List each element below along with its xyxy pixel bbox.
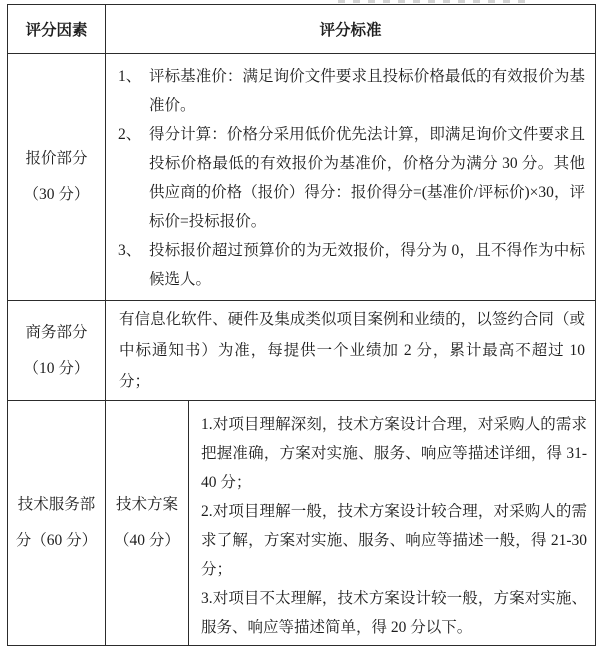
table-row-technical	[8, 401, 595, 645]
technical-criteria-cell	[189, 401, 595, 645]
business-factor-cell	[8, 301, 106, 400]
quote-factor-cell	[8, 54, 106, 300]
technical-sub-line1: 技术方案	[115, 496, 178, 513]
item-number: 3、	[118, 242, 142, 259]
list-item	[118, 120, 585, 236]
quote-factor-line1: 报价部分	[25, 150, 88, 167]
header-factor-label: 评分因素	[25, 22, 88, 39]
header-cell-criteria	[106, 5, 595, 53]
evaluation-criteria-table	[7, 4, 596, 646]
table-row-business	[8, 301, 595, 401]
list-item	[118, 62, 585, 120]
technical-factor-line1: 技术服务部	[17, 496, 96, 513]
item-text: 3.对项目不太理解，技术方案设计较一般，方案对实施、服务、响应等描述简单，得 20 分以下。	[201, 590, 587, 636]
item-number: 1、	[118, 68, 142, 85]
table-row-quote	[8, 54, 595, 301]
business-criteria-text: 有信息化软件、硬件及集成类似项目案例和业绩的，以签约合同（或中标通知书）为准，每提供一个业绩加 2 分，累计最高不超过 10 分；	[119, 311, 585, 390]
item-text: 2.对项目理解一般，技术方案设计较合理，对采购人的需求了解，方案对实施、服务、响应等描述一般，得 21-30 分；	[201, 503, 587, 578]
table-header-row	[8, 5, 595, 54]
business-factor-line2: （10 分）	[23, 359, 90, 377]
item-text: 得分计算：价格分采用低价优先法计算，即满足询价文件要求且投标价格最低的有效报价为基准价，价格分为满分 30 分。其他供应商的价格（报价）得分：报价得分=(基准价/评标价)×30，评标价=投标报价。	[149, 126, 585, 230]
quote-factor-line2: （30 分）	[23, 186, 90, 203]
business-criteria-cell	[106, 301, 595, 400]
technical-sub-line2: （40 分）	[114, 532, 180, 549]
header-cell-factor	[8, 5, 106, 53]
item-text: 投标报价超过预算价的为无效报价，得分为 0，且不得作为中标候选人。	[149, 242, 585, 288]
item-number: 2、	[118, 126, 142, 143]
quote-criteria-cell	[106, 54, 595, 300]
list-item	[118, 236, 585, 294]
technical-subfactor-cell	[106, 401, 189, 645]
quote-criteria-list	[106, 54, 595, 294]
header-criteria-label: 评分标准	[319, 22, 382, 39]
technical-factor-line2: 分（60 分）	[15, 532, 98, 549]
cropped-text-artifact	[338, 0, 528, 3]
technical-factor-cell	[8, 401, 106, 645]
business-factor-line1: 商务部分	[25, 323, 88, 341]
item-text: 1.对项目理解深刻，技术方案设计合理，对采购人的需求把握准确，方案对实施、服务、响应等描述详细，得 31-40 分；	[201, 416, 587, 491]
item-text: 评标基准价：满足询价文件要求且投标价格最低的有效报价为基准价。	[149, 68, 585, 114]
